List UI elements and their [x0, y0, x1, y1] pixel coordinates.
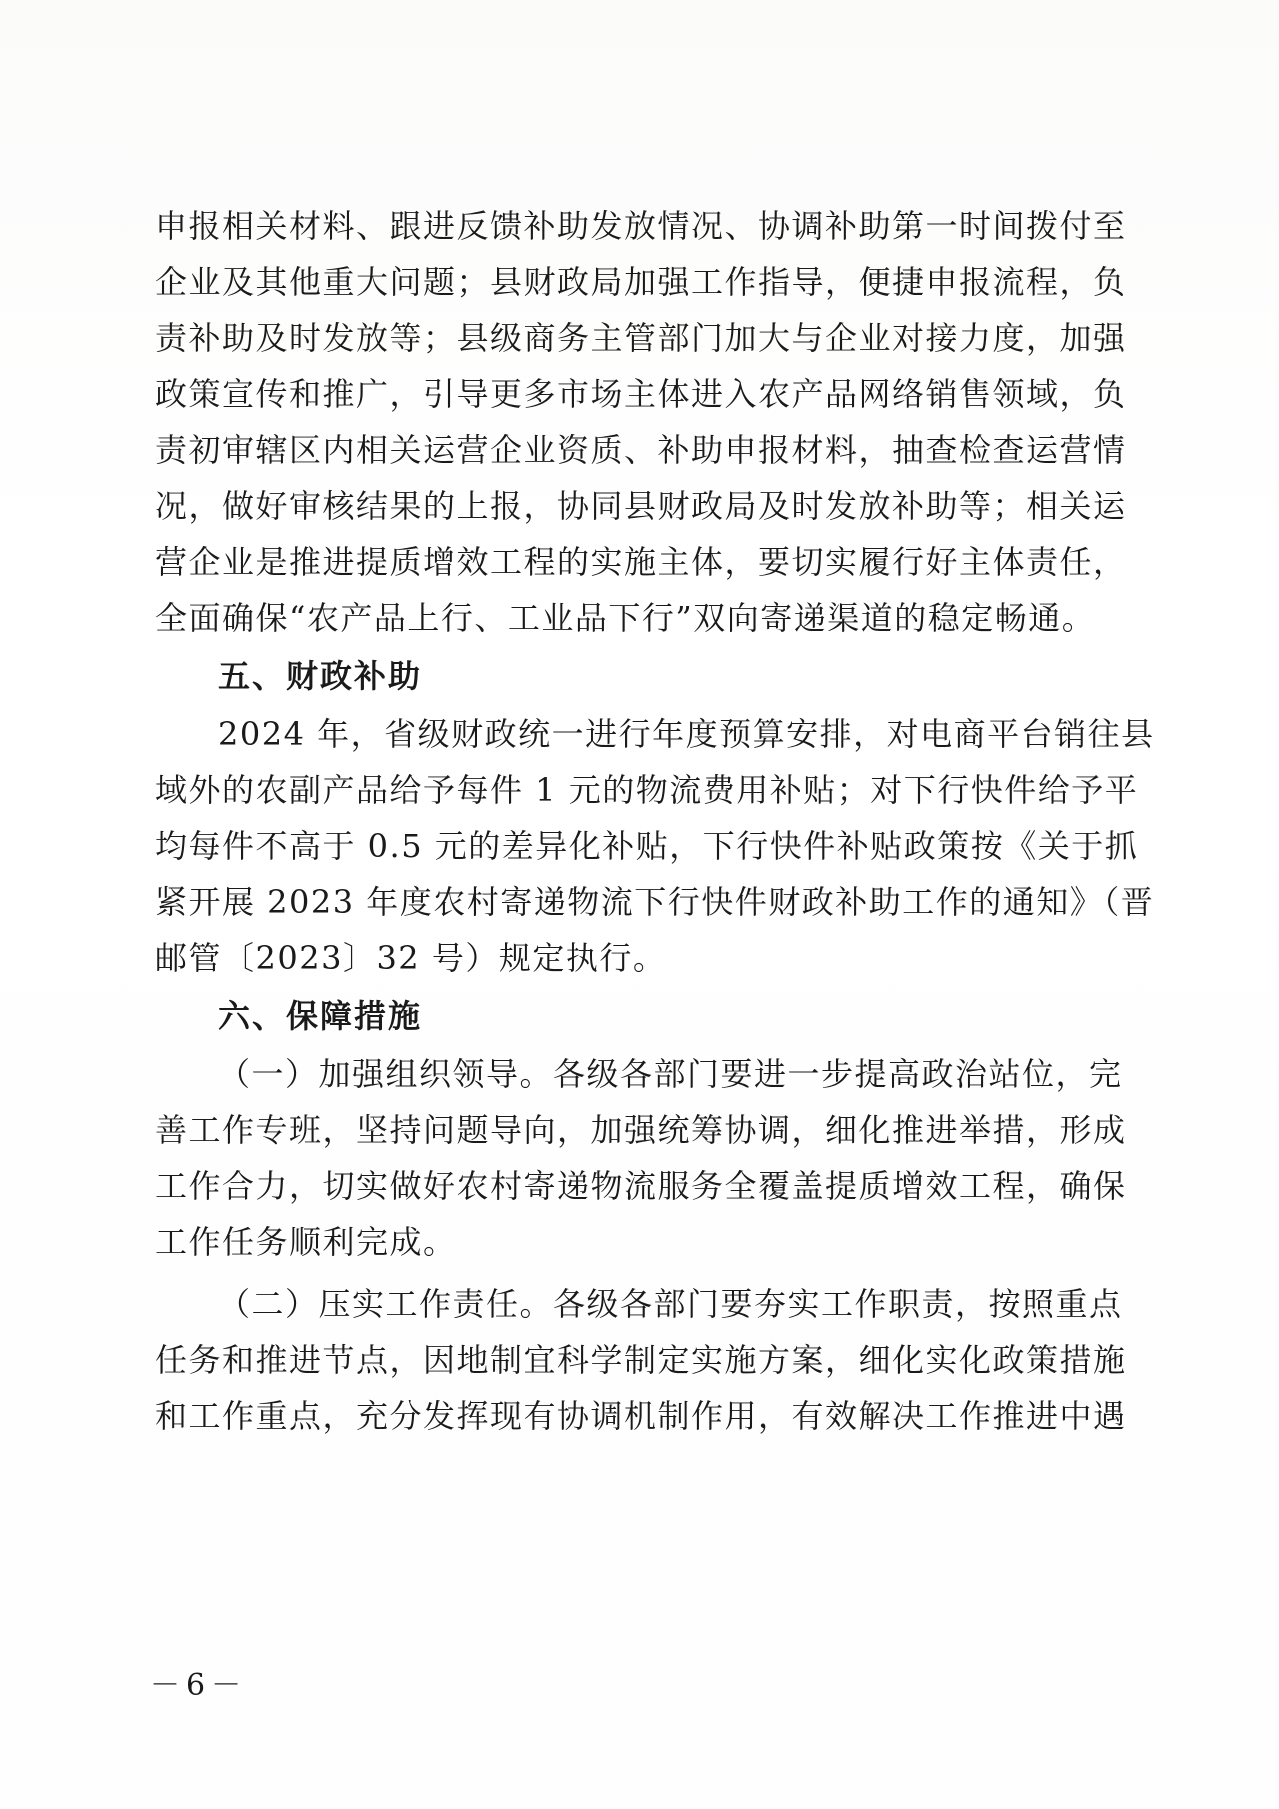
paragraph-line: 企业及其他重大问题；县财政局加强工作指导，便捷申报流程，负: [155, 263, 1127, 301]
page-number: －6－: [150, 1668, 248, 1703]
paragraph-line: 均每件不高于 0.5 元的差异化补贴，下行快件补贴政策按《关于抓: [155, 827, 1139, 865]
section-heading: 五、财政补助: [218, 657, 423, 695]
section-heading: 六、保障措施: [218, 997, 423, 1035]
paragraph-line: 2024 年，省级财政统一进行年度预算安排，对电商平台销往县: [218, 715, 1155, 753]
paragraph-line: 紧开展 2023 年度农村寄递物流下行快件财政补助工作的通知》（晋: [155, 883, 1155, 921]
paragraph-line: （二）压实工作责任。各级各部门要夯实工作职责，按照重点: [218, 1285, 1123, 1323]
paragraph-line: 善工作专班，坚持问题导向，加强统筹协调，细化推进举措，形成: [155, 1111, 1127, 1149]
paragraph-line: 况，做好审核结果的上报，协同县财政局及时发放补助等；相关运: [155, 487, 1127, 525]
paragraph-line: 任务和推进节点，因地制宜科学制定实施方案，细化实化政策措施: [155, 1341, 1127, 1379]
paragraph-line: 和工作重点，充分发挥现有协调机制作用，有效解决工作推进中遇: [155, 1397, 1127, 1435]
paragraph-line: 工作任务顺利完成。: [155, 1223, 457, 1261]
paragraph-line: 邮管〔2023〕32 号）规定执行。: [155, 939, 667, 977]
paragraph-line: 政策宣传和推广，引导更多市场主体进入农产品网络销售领域，负: [155, 375, 1127, 413]
paragraph-line: 域外的农副产品给予每件 1 元的物流费用补贴；对下行快件给予平: [155, 771, 1139, 809]
paragraph-line: 全面确保“农产品上行、工业品下行”双向寄递渠道的稳定畅通。: [155, 599, 1096, 637]
paragraph-line: 责补助及时发放等；县级商务主管部门加大与企业对接力度，加强: [155, 319, 1127, 357]
paragraph-line: 责初审辖区内相关运营企业资质、补助申报材料，抽查检查运营情: [155, 431, 1127, 469]
paragraph-line: 营企业是推进提质增效工程的实施主体，要切实履行好主体责任，: [155, 543, 1127, 581]
paragraph-line: 工作合力，切实做好农村寄递物流服务全覆盖提质增效工程，确保: [155, 1167, 1127, 1205]
paragraph-line: （一）加强组织领导。各级各部门要进一步提高政治站位，完: [218, 1055, 1123, 1093]
paragraph-line: 申报相关材料、跟进反馈补助发放情况、协调补助第一时间拨付至: [155, 207, 1127, 245]
